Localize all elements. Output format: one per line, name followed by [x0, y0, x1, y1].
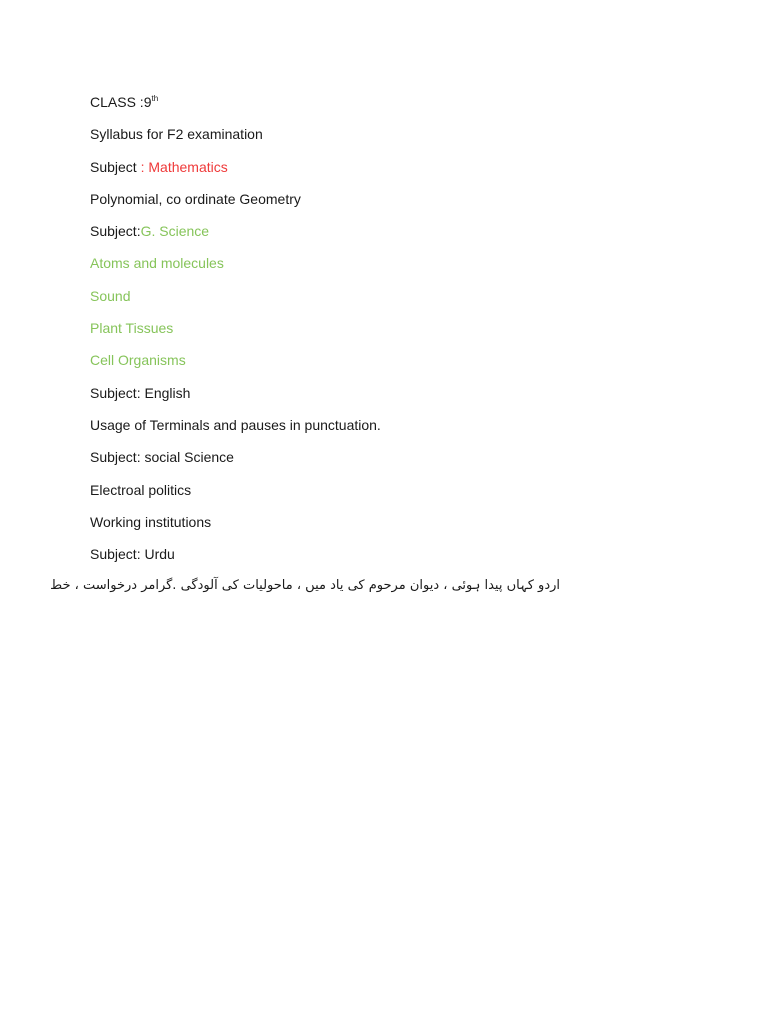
class-label: CLASS :9	[90, 94, 152, 110]
math-topic: Polynomial, co ordinate Geometry	[90, 190, 301, 207]
syllabus-content	[50, 92, 690, 596]
science-subject-prefix: Subject:	[90, 223, 141, 240]
science-subject-line	[90, 221, 690, 241]
social-topic: Working institutions	[90, 513, 212, 530]
math-subject-name: : Mathematics	[140, 158, 228, 175]
science-topic: Cell Organisms	[90, 352, 186, 369]
science-subject-name: G. Science	[140, 223, 210, 240]
class-superscript: th	[151, 94, 159, 103]
math-subject-prefix: Subject	[90, 158, 141, 175]
english-topic: Usage of Terminals and pauses in punctuation.	[90, 416, 381, 433]
math-subject-line	[90, 157, 690, 177]
class-heading	[90, 92, 690, 112]
science-topic: Sound	[90, 287, 131, 304]
urdu-topics: اردو کہاں پیدا ہوئی ، دیوان مرحوم کی یاد میں ، ماحولیات کی آلودگی .گرامر درخواست ، خط	[50, 578, 560, 594]
urdu-subject-line: Subject: Urdu	[90, 546, 175, 563]
social-subject-line: Subject: social Science	[90, 449, 234, 466]
social-topic: Electroal politics	[90, 481, 192, 498]
science-topic: Atoms and molecules	[90, 255, 224, 272]
syllabus-title: Syllabus for F2 examination	[90, 126, 263, 143]
science-topic: Plant Tissues	[90, 320, 174, 337]
english-subject-line: Subject: English	[90, 384, 191, 401]
